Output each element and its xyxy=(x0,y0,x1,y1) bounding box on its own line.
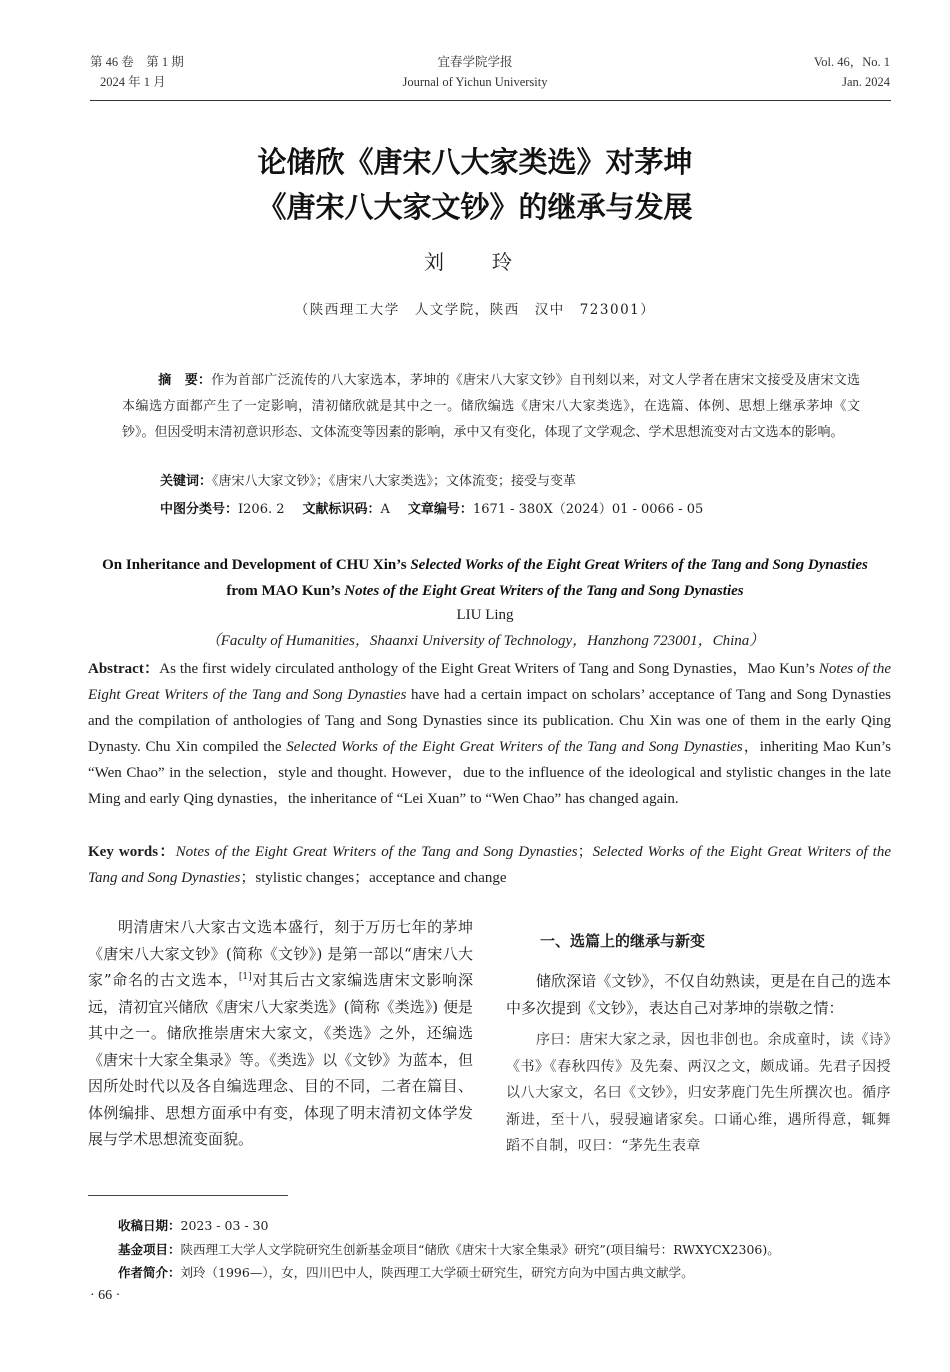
doc-code-label: 文献标识码： xyxy=(302,502,381,517)
english-title xyxy=(90,552,880,604)
page-number: · 66 · xyxy=(90,1288,121,1303)
english-keyword-separator: ； xyxy=(577,844,593,860)
title-line-2: 《唐宋八大家文钞》的继承与发展 xyxy=(257,190,693,224)
english-keyword: ；stylistic changes；acceptance and change xyxy=(240,870,507,886)
english-abstract-label: Abstract： xyxy=(88,661,160,677)
abstract-zh-text: 作为首部广泛流传的八大家选本，茅坤的《唐宋八大家文钞》自刊刻以来，对文人学者在唐宋文接受及唐宋文选本编选方面都产生了一定影响，清初储欣就是其中之一。储欣编选《唐宋八大家类选》，在选篇、体例、思想上继承茅坤《文钞》。但因受明末清初意识形态、文体流变等因素的影响，承中又有变化，体现了文学观念、学术思想流变对古文选本的影响。 xyxy=(122,373,860,440)
doc-code-value: A xyxy=(380,502,390,517)
volume-issue-en: Vol. 46，No. 1 xyxy=(813,55,890,69)
footnote-author xyxy=(118,1263,898,1283)
english-keywords-label: Key words： xyxy=(88,844,176,860)
clc-value: I206. 2 xyxy=(238,502,285,517)
english-keywords xyxy=(88,839,891,891)
footnote-text: 陕西理工大学人文学院研究生创新基金项目“储欣《唐宋十大家全集录》研究”(项目编号：RWXYCX2306)。 xyxy=(180,1242,780,1257)
abstract-zh xyxy=(122,368,860,446)
english-affiliation: （Faculty of Humanities，Shaanxi University of Technology，Hanzhong 723001，China） xyxy=(205,633,765,649)
footnote-divider xyxy=(88,1195,288,1196)
english-keyword: Selected Works of the Eight Great Writers of the Tang and Song Dynasties xyxy=(88,844,892,886)
body-column-left xyxy=(88,914,473,1153)
author-name: 刘 玲 xyxy=(424,250,526,274)
english-title-part: from MAO Kun’s xyxy=(226,583,345,599)
body-paragraph: 储欣深谙《文钞》，不仅自幼熟读，更是在自己的选本中多次提到《文钞》，表达自己对茅坤的崇敬之情： xyxy=(506,972,891,1017)
footnote-label: 收稿日期： xyxy=(118,1218,181,1233)
english-author: LIU Ling xyxy=(456,607,514,623)
journal-name-zh: 宜春学院学报 xyxy=(437,55,513,69)
english-abstract-text: Selected Works of the Eight Great Writers of the Tang and Song Dynasties xyxy=(286,739,743,755)
body-column-right xyxy=(506,914,891,1160)
running-header-center xyxy=(300,52,650,92)
classification-line xyxy=(160,499,860,521)
running-header-right xyxy=(660,52,890,92)
footnote-fund xyxy=(118,1240,898,1260)
keywords-zh-label: 关键词： xyxy=(160,474,213,489)
body-paragraph: 明清唐宋八大家古文选本盛行，刻于万历七年的茅坤《唐宋八大家文钞》(简称《文钞》) 是第一部以“唐宋八大家”命名的古文选本， xyxy=(88,918,473,989)
footnote-label: 基金项目： xyxy=(118,1242,181,1257)
block-quote: 序曰：唐宋大家之录，因也非创也。余成童时，读《诗》《书》《春秋四传》及先秦、两汉之文，颇成诵。先君子因授以八大家文，名曰《文钞》，归安茅鹿门先生所撰次也。循序渐进，至十八，骎骎遍诸家矣。口诵心维，遇所得意，辄舞蹈不自制，叹曰：“茅先生表章 xyxy=(506,1032,891,1154)
article-title xyxy=(90,140,860,230)
footnote-label: 作者简介： xyxy=(118,1265,181,1280)
volume-issue-zh: 第 46 卷 第 1 期 xyxy=(90,55,184,69)
english-abstract xyxy=(88,656,891,812)
header-divider xyxy=(90,100,891,101)
title-line-1: 论储欣《唐宋八大家类选》对茅坤 xyxy=(257,145,693,179)
keywords-zh xyxy=(160,471,860,493)
english-title-part: Selected Works of the Eight Great Writers of the Tang and Song Dynasties xyxy=(410,557,868,573)
date-zh: 2024 年 1 月 xyxy=(100,75,166,89)
date-en: Jan. 2024 xyxy=(842,75,890,89)
article-no-label: 文章编号： xyxy=(407,502,473,517)
english-keyword: Notes of the Eight Great Writers of the Tang and Song Dynasties xyxy=(175,844,578,860)
footnote-text: 2023 - 03 - 30 xyxy=(180,1218,269,1233)
english-abstract-text: have had a certain impact on scholars’ acceptance of Tang and Song Dynasties and the compilation of anthologies of Tang and Song Dynasties since its publication. Chu Xin was one of them in the early Qing Dynasty. Chu Xin compiled the xyxy=(88,687,891,755)
journal-name-en: Journal of Yichun University xyxy=(402,75,548,89)
english-abstract-text: Notes of the Eight Great Writers of the Tang and Song Dynasties xyxy=(88,661,891,703)
article-no-value: 1671 - 380X（2024）01 - 0066 - 05 xyxy=(472,502,704,517)
footnote-received xyxy=(118,1216,898,1236)
clc-label: 中图分类号： xyxy=(160,502,239,517)
author-affiliation: （陕西理工大学 人文学院，陕西 汉中 723001） xyxy=(294,302,656,318)
keywords-zh-text: 《唐宋八大家文钞》；《唐宋八大家类选》；文体流变；接受与变革 xyxy=(212,474,577,489)
english-abstract-text: As the first widely circulated anthology of the Eight Great Writers of Tang and Song Dynasties，Mao Kun’s xyxy=(159,661,819,677)
running-header-left xyxy=(90,52,290,92)
abstract-zh-label: 摘 要： xyxy=(158,373,212,388)
body-paragraph: 对其后古文家编选唐宋文影响深远，清初宜兴储欣《唐宋八大家类选》(简称《类选》) 便是其中之一。储欣推崇唐宋大家文，《类选》之外，还编选《唐宋十大家全集录》等。《类选》以《文钞》为蓝本，但因所处时代以及各自编选理念、目的不同，二者在篇目、体例编排、思想方面承中有变，体现了明末清初文体学发展与学术思想流变面貌。 xyxy=(88,971,473,1148)
footnote-text: 刘玲（1996—），女，四川巴中人，陕西理工大学硕士研究生，研究方向为中国古典文献学。 xyxy=(180,1265,694,1280)
english-abstract-text: ，inheriting Mao Kun’s “Wen Chao” in the selection，style and thought. However，due to the influence of the ideological and stylistic changes in the late Ming and early Qing dynasties，the inheritance of “Lei Xuan” to “Wen Chao” has changed again. xyxy=(88,739,891,807)
english-title-part: Notes of the Eight Great Writers of the Tang and Song Dynasties xyxy=(344,583,744,599)
section-heading: 一、选篇上的继承与新变 xyxy=(540,932,706,950)
english-title-part: On Inheritance and Development of CHU Xin’s xyxy=(102,557,411,573)
reference-marker[interactable]: [1] xyxy=(238,972,252,982)
